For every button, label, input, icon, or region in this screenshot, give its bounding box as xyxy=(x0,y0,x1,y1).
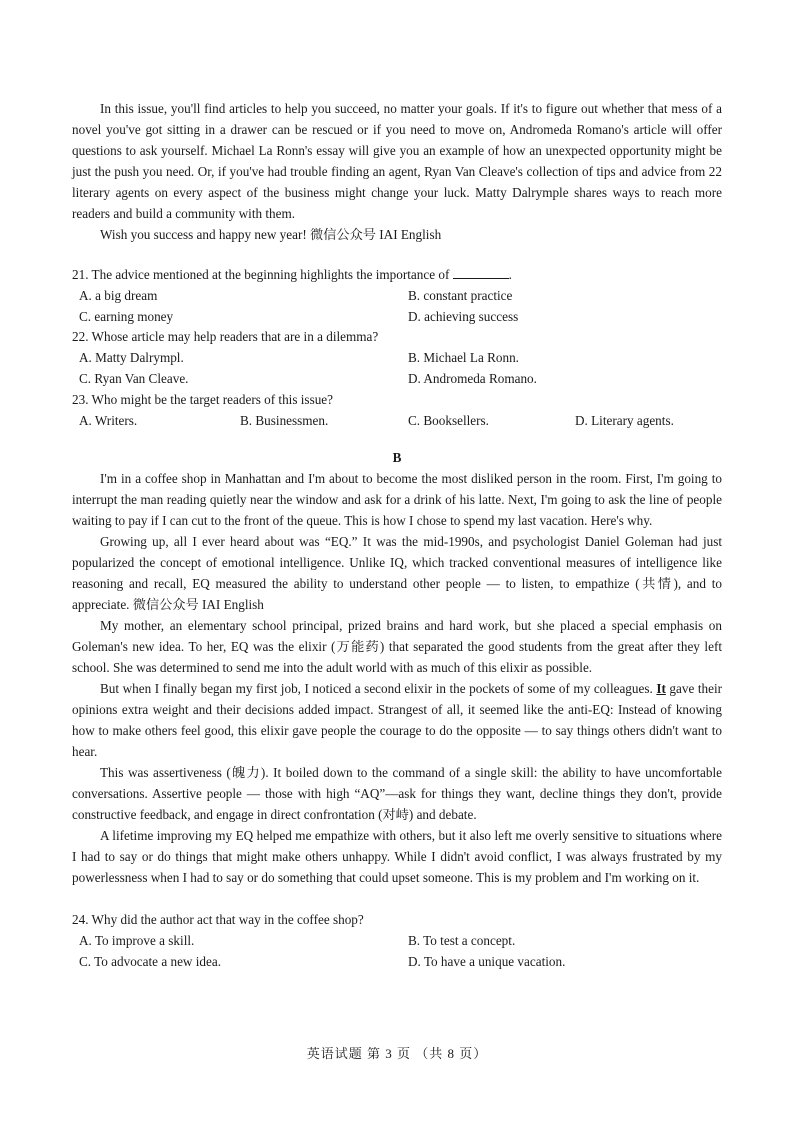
option-b: B. To test a concept. xyxy=(408,933,516,949)
answer-options xyxy=(72,931,722,973)
option-b: B. constant practice xyxy=(408,287,513,303)
paragraph-4-text-before: But when I finally began my first job, I noticed a second elixir in the pockets of some of my colleagues. xyxy=(100,681,653,697)
passage-a-paragraph-2: Wish you success and happy new year! 微信公众号 IAI English xyxy=(100,227,442,242)
option-b: B. Businessmen. xyxy=(240,412,329,428)
passage-a-paragraph-1: In this issue, you'll find articles to help you succeed, no matter your goals. If it's to figure out whether that mess of a novel you've got sitting in a drawer can be rescued or if you need to move on, Andromeda Romano's article will offer questions to ask yourself. Michael La Ronn's essay will give you an example of how an unexpected opportunity might be just the push you need. Or, if you've had trouble finding an agent, Ryan Van Cleave's collection of tips and advice from 22 literary agents on every aspect of the business might change your luck. Matty Dalrymple shares ways to reach more readers and build a community with them. xyxy=(72,101,722,221)
question-21 xyxy=(72,265,722,327)
passage-b-paragraph-5: This was assertiveness (魄力). It boiled down to the command of a single skill: the ability to have uncomfortable conversations. Assertive people — those with high “AQ”—ask for things they want, decline things they don't, provide constructive feedback, and engage in direct confrontation (对峙) and debate. xyxy=(72,765,722,823)
question-stem: 22. Whose article may help readers that are in a dilemma? xyxy=(72,329,379,345)
passage-b-paragraph-6: A lifetime improving my EQ helped me empathize with others, but it also left me overly sensitive to situations where I had to say or do things that might make others unhappy. While I didn't avoid conflict, I was always frustrated by my powerlessness when I had to say or do something that could upset someone. This is my problem and I'm working on it. xyxy=(72,828,722,886)
question-24 xyxy=(72,910,722,972)
passage-b-paragraph-4 xyxy=(72,678,722,762)
underlined-word-it: It xyxy=(656,681,666,697)
question-23 xyxy=(72,390,722,432)
answer-options xyxy=(72,286,722,328)
answer-blank xyxy=(453,265,509,279)
option-a: A. Matty Dalrympl. xyxy=(79,350,184,366)
question-stem-text: 21. The advice mentioned at the beginning highlights the importance of xyxy=(72,267,450,282)
question-stem: 23. Who might be the target readers of this issue? xyxy=(72,391,333,407)
option-c: C. earning money xyxy=(79,308,174,324)
option-b: B. Michael La Ronn. xyxy=(408,350,519,366)
option-a: A. To improve a skill. xyxy=(79,933,195,949)
passage-b-paragraph-1: I'm in a coffee shop in Manhattan and I'm about to become the most disliked person in the room. First, I'm going to interrupt the man reading quietly near the window and ask for a drink of his latte. Next, I'm going to ask the line of people waiting to pay if I can cut to the front of the queue. This is how I chose to spend my last vacation. Here's why. xyxy=(72,471,722,529)
passage-b-paragraph-2: Growing up, all I ever heard about was “EQ.” It was the mid-1990s, and psychologist Daniel Goleman had just popularized the concept of emotional intelligence. Unlike IQ, which tracked conventional measures of intelligence like reasoning and recall, EQ measured the ability to understand other people — to listen, to empathize (共情), and to appreciate. 微信公众号 IAI English xyxy=(72,534,722,613)
page-footer: 英语试题 第 3 页 （共 8 页） xyxy=(306,1046,488,1061)
option-a: A. Writers. xyxy=(79,412,138,428)
question-22 xyxy=(72,327,722,389)
question-stem xyxy=(72,265,722,286)
option-d: D. Literary agents. xyxy=(575,412,674,428)
section-title-b: B xyxy=(392,450,402,466)
answer-options xyxy=(72,411,722,432)
exam-page xyxy=(72,98,722,973)
question-stem-end: . xyxy=(508,267,512,282)
option-c: C. To advocate a new idea. xyxy=(79,953,222,969)
question-stem: 24. Why did the author act that way in the coffee shop? xyxy=(72,912,364,928)
answer-options xyxy=(72,348,722,390)
option-a: A. a big dream xyxy=(79,287,158,303)
paragraph-4-text-after: gave their opinions extra weight and their decisions added impact. Strangest of all, it seemed like the anti-EQ: Instead of knowing how to make others feel good, this elixir gave people the courage to do the opposite — to say things others didn't want to hear. xyxy=(72,681,723,760)
option-c: C. Ryan Van Cleave. xyxy=(79,370,189,386)
passage-b-paragraph-3: My mother, an elementary school principal, prized brains and hard work, but she placed a special emphasis on Goleman's new idea. To her, EQ was the elixir (万能药) that separated the good students from the great after they left school. She was determined to send me into the adult world with as much of this elixir as possible. xyxy=(72,618,722,676)
option-d: D. To have a unique vacation. xyxy=(408,953,566,969)
option-d: D. Andromeda Romano. xyxy=(408,370,537,386)
option-c: C. Booksellers. xyxy=(408,412,489,428)
option-d: D. achieving success xyxy=(408,308,519,324)
